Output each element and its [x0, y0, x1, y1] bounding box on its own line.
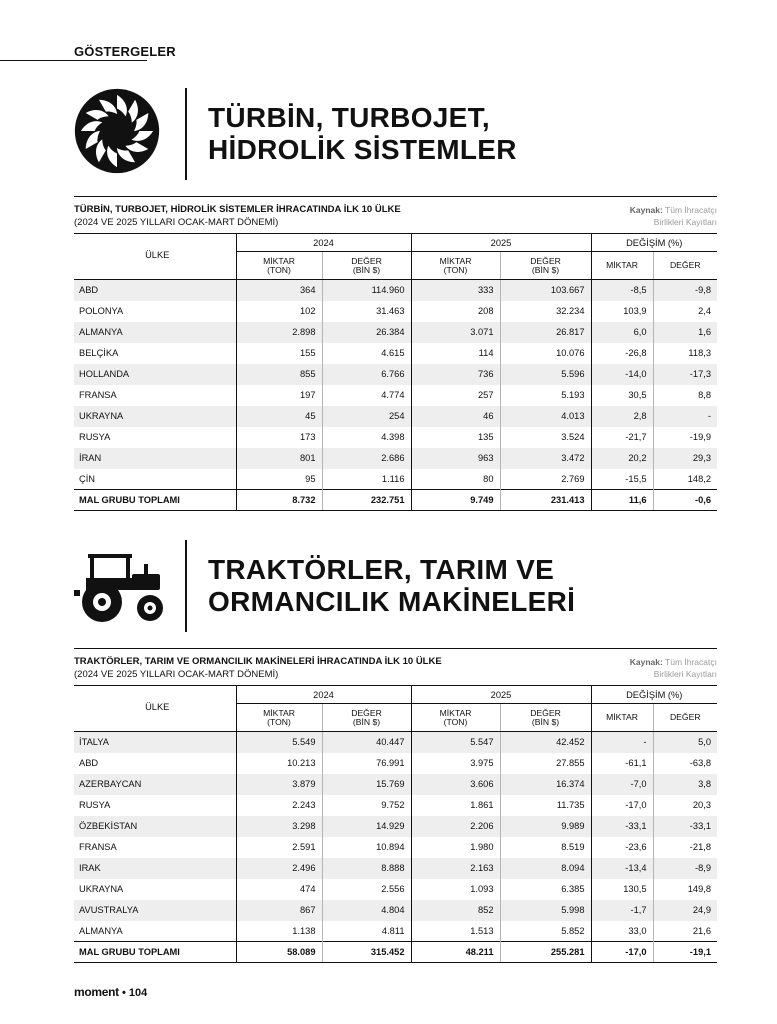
table-total-row — [74, 942, 717, 963]
table-cell: 1,6 — [653, 322, 717, 343]
table-cell: 8.732 — [236, 490, 322, 511]
table-row — [74, 280, 717, 301]
table-cell: -8,5 — [591, 280, 653, 301]
table-cell: 1.138 — [236, 921, 322, 942]
table-cell: -19,9 — [653, 427, 717, 448]
table-title: TÜRBİN, TURBOJET, HİDROLİK SİSTEMLER İHRACATINDA İLK 10 ÜLKE — [74, 204, 401, 215]
table-cell: 16.374 — [500, 774, 591, 795]
table-cell: 254 — [322, 406, 411, 427]
table-row — [74, 753, 717, 774]
table-block-tractor — [74, 648, 717, 963]
table-cell: 103,9 — [591, 301, 653, 322]
table-cell: 2.591 — [236, 837, 322, 858]
table-cell: -19,1 — [653, 942, 717, 963]
table-cell: -8,9 — [653, 858, 717, 879]
table-cell: 2.243 — [236, 795, 322, 816]
col-header-deger-change: DEĞER — [653, 704, 717, 732]
table-cell: 208 — [411, 301, 500, 322]
table-cell: 11,6 — [591, 490, 653, 511]
table-cell: -7,0 — [591, 774, 653, 795]
table-cell: -63,8 — [653, 753, 717, 774]
table-cell: 6.766 — [322, 364, 411, 385]
table-cell: 474 — [236, 879, 322, 900]
header-divider — [185, 540, 187, 632]
table-cell: 46 — [411, 406, 500, 427]
table-cell: 3.975 — [411, 753, 500, 774]
table-cell: 26.384 — [322, 322, 411, 343]
section-title — [208, 102, 517, 166]
table-cell: 21,6 — [653, 921, 717, 942]
col-header-year2: 2025 — [411, 234, 591, 252]
table-cell: 8,8 — [653, 385, 717, 406]
table-cell-country: ABD — [74, 280, 236, 301]
table-cell: 801 — [236, 448, 322, 469]
header-divider — [185, 88, 187, 180]
table-cell: 45 — [236, 406, 322, 427]
table-cell: 5.547 — [411, 732, 500, 753]
source-line2: Birlikleri Kayıtları — [653, 669, 717, 679]
source-note — [630, 204, 717, 228]
table-cell-country: RUSYA — [79, 432, 111, 442]
table-cell: 10.076 — [500, 343, 591, 364]
table-cell: 58.089 — [236, 942, 322, 963]
table-cell: 2,4 — [653, 301, 717, 322]
table-cell: 9.752 — [322, 795, 411, 816]
brand-logo: moment — [74, 985, 119, 999]
table-cell: 155 — [236, 343, 322, 364]
table-cell-country: ÖZBEKİSTAN — [74, 816, 236, 837]
table-cell: -14,0 — [591, 364, 653, 385]
table-cell: 197 — [236, 385, 322, 406]
table-cell-country: MAL GRUBU TOPLAMI — [74, 490, 236, 511]
table-cell: -23,6 — [591, 837, 653, 858]
table-cell: 2.898 — [236, 322, 322, 343]
table-cell: 80 — [411, 469, 500, 490]
source-line2: Birlikleri Kayıtları — [653, 217, 717, 227]
table-cell: 3.879 — [236, 774, 322, 795]
table-row — [74, 732, 717, 753]
table-cell: 118,3 — [653, 343, 717, 364]
table-cell: -21,8 — [653, 837, 717, 858]
table-cell: 2.556 — [322, 879, 411, 900]
table-cell: -1,7 — [591, 900, 653, 921]
table-cell: -61,1 — [591, 753, 653, 774]
table-cell: 15.769 — [322, 774, 411, 795]
table-cell: 2.769 — [500, 469, 591, 490]
table-cell: 20,3 — [653, 795, 717, 816]
section-header-turbine — [74, 88, 734, 180]
section-title — [208, 554, 575, 618]
table-cell: 2.496 — [236, 858, 322, 879]
table-cell: 149,8 — [653, 879, 717, 900]
section-title-line2: ORMANCILIK MAKİNELERİ — [208, 586, 576, 617]
table-cell: 5.998 — [500, 900, 591, 921]
table-cell: 1.980 — [411, 837, 500, 858]
section-header-tractor — [74, 540, 734, 632]
col-header-miktar: MİKTAR (TON) — [236, 704, 322, 732]
table-cell: - — [591, 732, 653, 753]
table-cell: 135 — [411, 427, 500, 448]
table-row — [74, 858, 717, 879]
table-subtitle: (2024 VE 2025 YILLARI OCAK-MART DÖNEMİ) — [74, 669, 279, 680]
table-cell: 3.606 — [411, 774, 500, 795]
page-number: • 104 — [121, 987, 148, 999]
table-cell-country: İTALYA — [74, 732, 236, 753]
table-cell: 30,5 — [591, 385, 653, 406]
table-cell: 3.472 — [500, 448, 591, 469]
table-row — [74, 774, 717, 795]
table-cell: 31.463 — [322, 301, 411, 322]
tractor-icon — [74, 540, 166, 632]
source-note — [630, 656, 717, 680]
col-header-miktar: MİKTAR (TON) — [411, 252, 500, 280]
table-cell: -9,8 — [653, 280, 717, 301]
table-cell: 231.413 — [500, 490, 591, 511]
table-cell: 8.094 — [500, 858, 591, 879]
table-cell: 1.093 — [411, 879, 500, 900]
table-cell: 148,2 — [653, 469, 717, 490]
table-cell: 232.751 — [322, 490, 411, 511]
col-header-deger: DEĞER (BİN $) — [500, 252, 591, 280]
table-cell: -17,0 — [591, 795, 653, 816]
table-cell: 4.774 — [322, 385, 411, 406]
table-cell-country: ÇİN — [79, 473, 96, 484]
table-cell: 736 — [411, 364, 500, 385]
table-cell: 5.549 — [236, 732, 322, 753]
table-cell: 2.206 — [411, 816, 500, 837]
section-title-line1: TÜRBİN, TURBOJET, — [208, 102, 490, 133]
table-row — [74, 364, 717, 385]
table-title: TRAKTÖRLER, TARIM VE ORMANCILIK MAKİNELERİ İHRACATINDA İLK 10 ÜLKE — [74, 656, 442, 667]
table-cell: 33,0 — [591, 921, 653, 942]
col-header-miktar-change: MİKTAR — [591, 704, 653, 732]
table-cell: 173 — [236, 427, 322, 448]
table-cell: 255.281 — [500, 942, 591, 963]
table-cell: 3,8 — [653, 774, 717, 795]
table-cell: 5.596 — [500, 364, 591, 385]
table-cell: 48.211 — [411, 942, 500, 963]
table-row — [74, 385, 717, 406]
table-row — [74, 322, 717, 343]
table-row — [74, 816, 717, 837]
col-header-country: ÜLKE — [74, 234, 236, 280]
table-cell: 2.163 — [411, 858, 500, 879]
table-cell-country: FRANSA — [79, 390, 117, 400]
table-cell: 26.817 — [500, 322, 591, 343]
col-header-deger-change: DEĞER — [653, 252, 717, 280]
section-title-line1: TRAKTÖRLER, TARIM VE — [208, 554, 555, 585]
table-cell: 42.452 — [500, 732, 591, 753]
section-label-rule — [0, 60, 147, 61]
table-row — [74, 795, 717, 816]
table-cell: 333 — [411, 280, 500, 301]
table-cell: - — [653, 406, 717, 427]
table-cell: -33,1 — [591, 816, 653, 837]
table-cell: 867 — [236, 900, 322, 921]
source-line1: Tüm İhracatçı — [665, 657, 717, 667]
page-footer — [74, 985, 147, 999]
table-cell: 95 — [236, 469, 322, 490]
table-row — [74, 879, 717, 900]
table-cell: 5.193 — [500, 385, 591, 406]
table-cell: 6,0 — [591, 322, 653, 343]
table-heading — [74, 197, 717, 233]
table-cell: 963 — [411, 448, 500, 469]
source-label: Kaynak: — [629, 205, 663, 215]
table-cell: 852 — [411, 900, 500, 921]
table-cell: 10.894 — [322, 837, 411, 858]
data-table — [74, 233, 717, 511]
table-cell-country: AVUSTRALYA — [74, 900, 236, 921]
table-cell-country: ALMANYA — [79, 925, 123, 936]
table-cell: 8.519 — [500, 837, 591, 858]
col-header-change: DEĞİŞİM (%) — [591, 686, 717, 704]
table-cell: 4.013 — [500, 406, 591, 427]
col-header-change: DEĞİŞİM (%) — [591, 234, 717, 252]
table-cell: -13,4 — [591, 858, 653, 879]
table-cell: 114.960 — [322, 280, 411, 301]
table-row — [74, 406, 717, 427]
col-header-deger: DEĞER (BİN $) — [322, 252, 411, 280]
table-cell: 20,2 — [591, 448, 653, 469]
table-row — [74, 837, 717, 858]
table-cell: 32.234 — [500, 301, 591, 322]
table-cell: 855 — [236, 364, 322, 385]
col-header-miktar: MİKTAR (TON) — [236, 252, 322, 280]
col-header-deger: DEĞER (BİN $) — [322, 704, 411, 732]
section-label: GÖSTERGELER — [74, 44, 176, 59]
table-cell: 27.855 — [500, 753, 591, 774]
table-cell: 29,3 — [653, 448, 717, 469]
table-heading — [74, 649, 717, 685]
col-header-year1: 2024 — [236, 686, 411, 704]
table-cell: 4.615 — [322, 343, 411, 364]
turbine-icon — [74, 88, 166, 180]
table-cell: -33,1 — [653, 816, 717, 837]
table-cell-country: AZERBAYCAN — [74, 774, 236, 795]
table-cell: -26,8 — [591, 343, 653, 364]
table-cell: -0,6 — [653, 490, 717, 511]
table-cell-country: UKRAYNA — [74, 406, 236, 427]
col-header-country: ÜLKE — [74, 686, 236, 732]
table-row — [74, 469, 717, 490]
table-cell-country: ABD — [79, 758, 99, 768]
table-cell: 3.071 — [411, 322, 500, 343]
table-cell: 8.888 — [322, 858, 411, 879]
table-cell: -21,7 — [591, 427, 653, 448]
table-row — [74, 343, 717, 364]
table-cell: 4.804 — [322, 900, 411, 921]
table-row — [74, 448, 717, 469]
table-row — [74, 900, 717, 921]
table-cell: 2,8 — [591, 406, 653, 427]
table-cell: 14.929 — [322, 816, 411, 837]
table-block-turbine — [74, 196, 717, 511]
table-cell-country: HOLLANDA — [74, 364, 236, 385]
table-cell: -17,0 — [591, 942, 653, 963]
table-cell-country: ALMANYA — [74, 322, 236, 343]
table-cell: 4.398 — [322, 427, 411, 448]
data-table — [74, 685, 717, 963]
table-cell: 114 — [411, 343, 500, 364]
col-header-year1: 2024 — [236, 234, 411, 252]
table-cell: 9.749 — [411, 490, 500, 511]
table-cell: -15,5 — [591, 469, 653, 490]
source-label: Kaynak: — [629, 657, 663, 667]
table-cell: 1.513 — [411, 921, 500, 942]
table-cell: 40.447 — [322, 732, 411, 753]
table-cell: 364 — [236, 280, 322, 301]
col-header-miktar: MİKTAR (TON) — [411, 704, 500, 732]
table-cell: 5,0 — [653, 732, 717, 753]
table-subtitle: (2024 VE 2025 YILLARI OCAK-MART DÖNEMİ) — [74, 217, 279, 228]
table-row — [74, 427, 717, 448]
table-cell-country: POLONYA — [79, 306, 124, 316]
table-row — [74, 921, 717, 942]
table-cell: -17,3 — [653, 364, 717, 385]
table-cell: 76.991 — [322, 753, 411, 774]
col-header-year2: 2025 — [411, 686, 591, 704]
table-total-row — [74, 490, 717, 511]
table-cell: 1.116 — [322, 469, 411, 490]
table-cell-country: FRANSA — [79, 842, 117, 852]
table-cell: 24,9 — [653, 900, 717, 921]
source-line1: Tüm İhracatçı — [665, 205, 717, 215]
table-cell: 1.861 — [411, 795, 500, 816]
table-cell-country: UKRAYNA — [79, 884, 124, 894]
table-cell: 3.298 — [236, 816, 322, 837]
col-header-deger: DEĞER (BİN $) — [500, 704, 591, 732]
table-row — [74, 301, 717, 322]
table-cell: 9.989 — [500, 816, 591, 837]
table-cell: 10.213 — [236, 753, 322, 774]
table-cell: 315.452 — [322, 942, 411, 963]
col-header-miktar-change: MİKTAR — [591, 252, 653, 280]
table-cell: 6.385 — [500, 879, 591, 900]
table-cell: 3.524 — [500, 427, 591, 448]
table-cell: 2.686 — [322, 448, 411, 469]
table-cell: 102 — [236, 301, 322, 322]
table-cell-country: IRAK — [74, 858, 236, 879]
table-cell: 130,5 — [591, 879, 653, 900]
table-cell-country: BELÇİKA — [79, 348, 119, 358]
table-cell-country: İRAN — [74, 448, 236, 469]
table-cell: 4.811 — [322, 921, 411, 942]
table-cell: 11.735 — [500, 795, 591, 816]
table-cell: 257 — [411, 385, 500, 406]
table-cell-country: RUSYA — [79, 800, 111, 810]
table-cell: 5.852 — [500, 921, 591, 942]
table-cell-country: MAL GRUBU TOPLAMI — [74, 942, 236, 963]
section-title-line2: HİDROLİK SİSTEMLER — [208, 134, 517, 165]
table-cell: 103.667 — [500, 280, 591, 301]
